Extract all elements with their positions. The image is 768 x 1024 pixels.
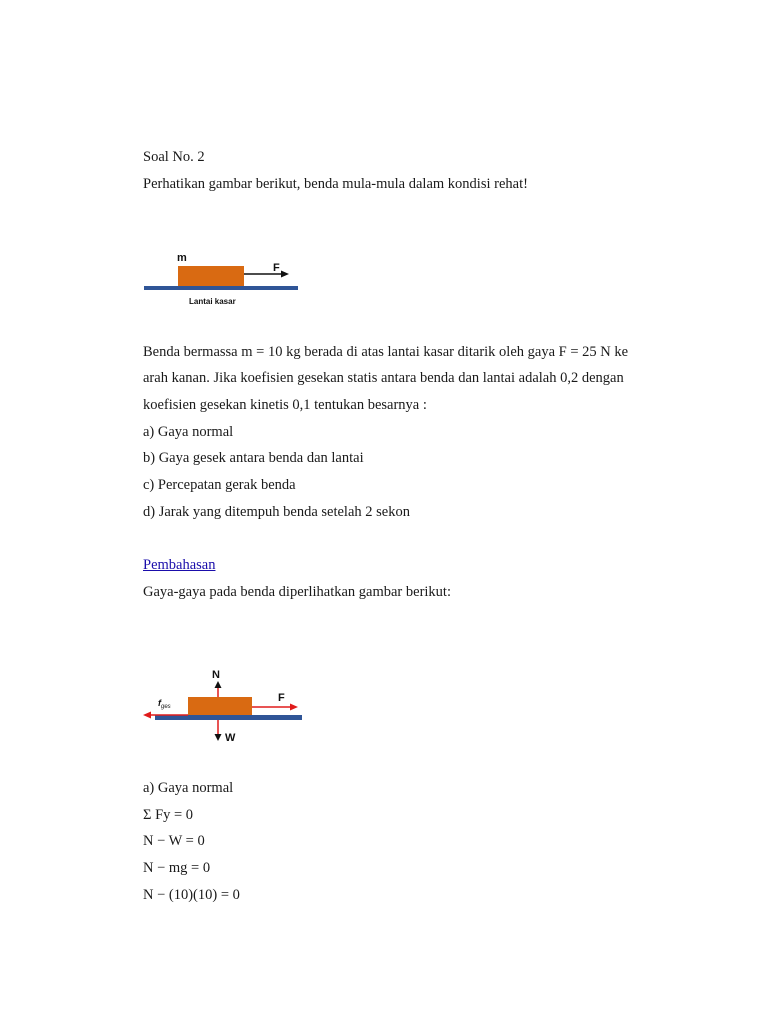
question-c: c) Percepatan gerak benda	[143, 477, 296, 493]
friction-arrow-icon	[143, 712, 151, 719]
question-b: b) Gaya gesek antara benda dan lantai	[143, 450, 364, 466]
solution-step-2: Σ Fy = 0	[143, 807, 194, 823]
block	[178, 266, 244, 286]
solution-step-3: N − W = 0	[143, 833, 205, 849]
question-d: d) Jarak yang ditempuh benda setelah 2 sekon	[143, 504, 410, 520]
problem-title: Soal No. 2	[143, 149, 205, 165]
solution-step-5: N − (10)(10) = 0	[143, 887, 240, 903]
solution-intro: Gaya-gaya pada benda diperlihatkan gambar berikut:	[143, 584, 451, 600]
force-label: F	[278, 692, 285, 704]
force-label: F	[273, 262, 280, 274]
friction-label: $f_{ges}$	[158, 698, 171, 710]
weight-arrow-icon	[215, 734, 222, 741]
normal-label: N	[212, 669, 220, 681]
floor	[144, 286, 298, 290]
problem-text-line-2: arah kanan. Jika koefisien gesekan statis antara benda dan lantai adalah 0,2 dengan	[143, 370, 624, 386]
pembahasan-link[interactable]: Pembahasan	[143, 557, 216, 573]
block	[188, 697, 252, 716]
solution-step-4: N − mg = 0	[143, 860, 211, 876]
problem-text-line-1: Benda bermassa m = 10 kg berada di atas lantai kasar ditarik oleh gaya F = 25 N ke	[143, 344, 629, 360]
problem-instruction: Perhatikan gambar berikut, benda mula-mula dalam kondisi rehat!	[143, 176, 528, 192]
weight-label: W	[225, 732, 236, 744]
force-arrow-icon	[281, 271, 289, 278]
problem-text-line-3: koefisien gesekan kinetis 0,1 tentukan besarnya :	[143, 397, 427, 413]
mass-label: m	[177, 252, 187, 264]
solution-step-1: a) Gaya normal	[143, 780, 234, 796]
floor-label: Lantai kasar	[189, 297, 236, 306]
force-arrow-icon	[290, 704, 298, 711]
figure-force-diagram	[140, 660, 310, 750]
question-a: a) Gaya normal	[143, 424, 234, 440]
figure-block-on-rough-floor	[140, 245, 305, 310]
normal-arrow-icon	[215, 681, 222, 688]
